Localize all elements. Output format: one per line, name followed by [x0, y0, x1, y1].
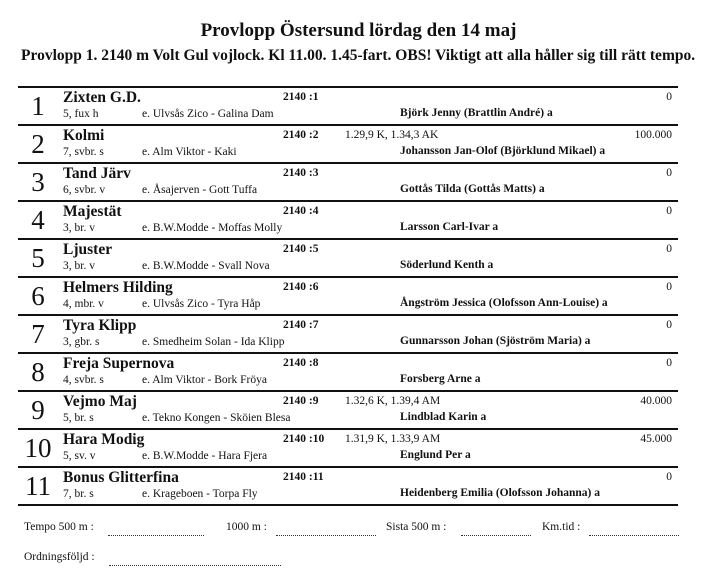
record: 1.31,9 K, 1.33,9 AM [345, 433, 441, 445]
horse-name: Freja Supernova [63, 355, 175, 372]
record: 1.32,6 K, 1.39,4 AM [345, 395, 441, 407]
horse-name: Tand Järv [63, 165, 131, 182]
horse-row [18, 164, 678, 202]
km-tid-label: Km.tid : [542, 521, 581, 533]
horse-info: 3, br. v [63, 222, 95, 234]
horse-row [18, 240, 678, 278]
driver: Larsson Carl-Ivar a [400, 221, 499, 233]
horse-info: 4, svbr. s [63, 374, 104, 386]
tempo-500-label: Tempo 500 m : [24, 521, 94, 533]
driver: Forsberg Arne a [400, 373, 481, 385]
horse-number: 7 [31, 319, 45, 349]
horse-row [18, 88, 678, 126]
horse-number: 9 [31, 395, 45, 425]
horse-number: 10 [24, 433, 52, 463]
prize-money: 0 [666, 281, 672, 293]
horse-number: 5 [31, 243, 45, 273]
distance-start: 2140 :8 [283, 357, 319, 369]
prize-money: 0 [666, 243, 672, 255]
prize-money: 45.000 [640, 433, 672, 445]
horse-name: Tyra Klipp [63, 317, 137, 334]
driver: Ångström Jessica (Olofsson Ann-Louise) a [400, 297, 608, 309]
distance-start: 2140 :6 [283, 281, 319, 293]
horse-name: Vejmo Maj [63, 393, 137, 410]
horse-name: Zixten G.D. [63, 89, 141, 106]
ordningsfoljd-label: Ordningsföljd : [24, 551, 95, 563]
horse-name: Bonus Glitterfina [63, 469, 179, 486]
horse-row [18, 126, 678, 164]
horse-name: Ljuster [63, 241, 113, 258]
prize-money: 40.000 [640, 395, 672, 407]
record: 1.29,9 K, 1.34,3 AK [345, 129, 439, 141]
horse-number: 8 [31, 357, 45, 387]
sista-500-field[interactable] [461, 534, 531, 536]
prize-money: 0 [666, 357, 672, 369]
pedigree: e. Åsajerven - Gott Tuffa [142, 184, 258, 196]
prize-money: 0 [666, 167, 672, 179]
horse-number: 11 [25, 471, 51, 501]
race-description: Provlopp 1. 2140 m Volt Gul vojlock. Kl 11.00. 1.45-fart. OBS! Viktigt att alla håller sig till rätt tempo. [21, 47, 696, 64]
pedigree: e. Ulvsås Zico - Galina Dam [142, 108, 274, 120]
horse-info: 5, br. s [63, 412, 94, 424]
horse-number: 4 [31, 205, 45, 235]
horse-info: 5, fux h [63, 108, 99, 120]
pedigree: e. Alm Viktor - Kaki [142, 146, 237, 158]
distance-start: 2140 :5 [283, 243, 319, 255]
tempo-500-field[interactable] [108, 534, 204, 536]
driver: Heidenberg Emilia (Olofsson Johanna) a [400, 487, 600, 499]
horse-name: Kolmi [63, 127, 105, 144]
tempo-1000-label: 1000 m : [226, 521, 267, 533]
pedigree: e. B.W.Modde - Hara Fjera [142, 450, 268, 462]
tempo-1000-field[interactable] [276, 534, 376, 536]
horse-name: Helmers Hilding [63, 279, 173, 296]
horse-row [18, 278, 678, 316]
pedigree: e. Krageboen - Torpa Fly [142, 488, 258, 500]
horse-info: 7, svbr. s [63, 146, 104, 158]
prize-money: 0 [666, 205, 672, 217]
ordningsfoljd-field[interactable] [109, 564, 281, 566]
pedigree: e. Tekno Kongen - Sköien Blesa [142, 412, 291, 424]
horse-row [18, 468, 678, 506]
driver: Lindblad Karin a [400, 411, 487, 423]
distance-start: 2140 :7 [283, 319, 319, 331]
horse-table [18, 86, 678, 506]
prize-money: 0 [666, 319, 672, 331]
horse-row [18, 316, 678, 354]
pedigree: e. Alm Viktor - Bork Fröya [142, 374, 267, 386]
horse-info: 4, mbr. v [63, 298, 104, 310]
driver: Björk Jenny (Brattlin André) a [400, 107, 553, 119]
prize-money: 100.000 [634, 129, 672, 141]
horse-number: 1 [31, 91, 45, 121]
horse-row [18, 392, 678, 430]
driver: Englund Per a [400, 449, 471, 461]
distance-start: 2140 :9 [283, 395, 319, 407]
pedigree: e. B.W.Modde - Moffas Molly [142, 222, 283, 234]
distance-start: 2140 :11 [283, 471, 324, 483]
pedigree: e. B.W.Modde - Svall Nova [142, 260, 270, 272]
distance-start: 2140 :3 [283, 167, 319, 179]
horse-row [18, 354, 678, 392]
distance-start: 2140 :2 [283, 129, 319, 141]
prize-money: 0 [666, 91, 672, 103]
driver: Gottås Tilda (Gottås Matts) a [400, 183, 545, 195]
driver: Söderlund Kenth a [400, 259, 494, 271]
sista-500-label: Sista 500 m : [386, 521, 447, 533]
distance-start: 2140 :4 [283, 205, 319, 217]
horse-info: 6, svbr. v [63, 184, 106, 196]
driver: Gunnarsson Johan (Sjöström Maria) a [400, 335, 591, 347]
pedigree: e. Smedheim Solan - Ida Klipp [142, 336, 285, 348]
horse-info: 3, gbr. s [63, 336, 100, 348]
horse-number: 2 [31, 129, 45, 159]
horse-info: 7, br. s [63, 488, 94, 500]
horse-row [18, 430, 678, 468]
pedigree: e. Ulvsås Zico - Tyra Håp [142, 298, 261, 310]
driver: Johansson Jan-Olof (Björklund Mikael) a [400, 145, 606, 157]
page-title: Provlopp Östersund lördag den 14 maj [200, 20, 517, 41]
horse-row [18, 202, 678, 240]
horse-number: 3 [31, 167, 45, 197]
horse-info: 3, br. v [63, 260, 95, 272]
horse-name: Majestät [63, 203, 122, 220]
horse-number: 6 [31, 281, 45, 311]
distance-start: 2140 :1 [283, 91, 319, 103]
horse-name: Hara Modig [63, 431, 145, 448]
distance-start: 2140 :10 [283, 433, 325, 445]
horse-info: 5, sv. v [63, 450, 96, 462]
km-tid-field[interactable] [589, 534, 679, 536]
prize-money: 0 [666, 471, 672, 483]
